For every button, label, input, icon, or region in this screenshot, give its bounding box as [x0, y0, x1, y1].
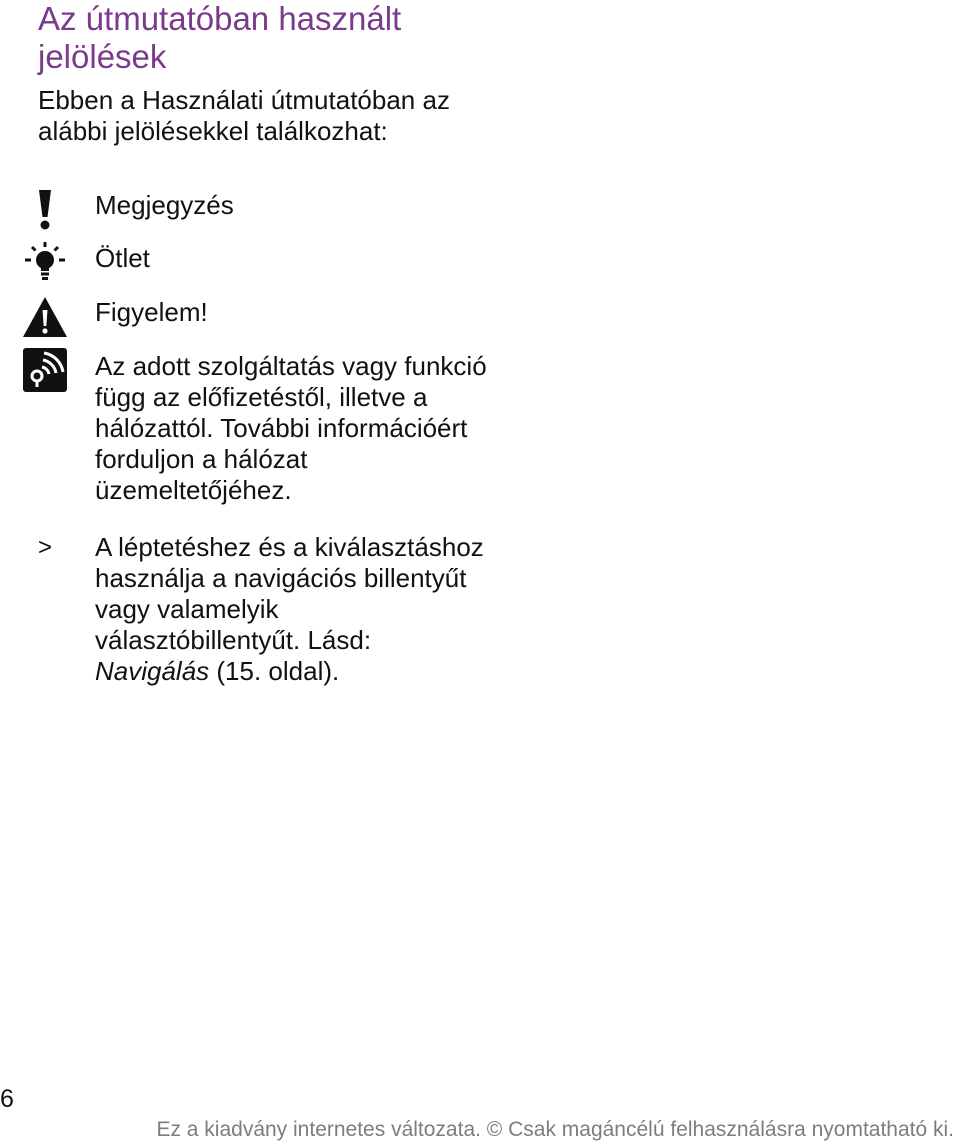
- warning-triangle-icon: [22, 295, 68, 341]
- symbol-label-tip: Ötlet: [95, 243, 150, 273]
- intro-line-2: alábbi jelölésekkel találkozhat:: [38, 116, 388, 146]
- intro-line-1: Ebben a Használati útmutatóban az: [38, 85, 450, 115]
- network-service-note: [95, 351, 565, 506]
- page-title: [38, 0, 558, 76]
- navigation-instruction-text: [95, 532, 565, 687]
- network-service-icon: [22, 347, 68, 393]
- navigation-cross-reference-link[interactable]: Navigálás: [95, 656, 210, 686]
- navigation-line-2: használja a navigációs billentyűt: [95, 563, 467, 593]
- network-note-line-4: forduljon a hálózat: [95, 444, 308, 474]
- symbol-label-note: Megjegyzés: [95, 190, 234, 220]
- intro-paragraph: [38, 85, 558, 147]
- instruction-marker: >: [38, 534, 53, 561]
- network-note-line-5: üzemeltetőjéhez.: [95, 475, 292, 505]
- navigation-page-reference: (15. oldal).: [209, 656, 340, 686]
- navigation-line-1: A léptetéshez és a kiválasztáshoz: [95, 532, 484, 562]
- network-note-line-1: Az adott szolgáltatás vagy funkció: [95, 351, 487, 381]
- symbol-label-warning: Figyelem!: [95, 297, 208, 327]
- navigation-line-3: vagy valamelyik: [95, 594, 279, 624]
- network-note-line-3: hálózattól. További információért: [95, 413, 468, 443]
- page-title-line-2: jelölések: [38, 38, 167, 75]
- navigation-line-4: választóbillentyűt. Lásd:: [95, 625, 372, 655]
- footer-notice: Ez a kiadvány internetes változata. © Csak magáncélú felhasználásra nyomtatható ki.: [156, 1118, 954, 1141]
- page-number: 6: [0, 1085, 14, 1113]
- network-note-line-2: függ az előfizetéstől, illetve a: [95, 382, 428, 412]
- page-title-line-1: Az útmutatóban használt: [38, 0, 402, 37]
- lightbulb-tip-icon: [22, 239, 68, 285]
- exclamation-note-icon: [22, 188, 68, 234]
